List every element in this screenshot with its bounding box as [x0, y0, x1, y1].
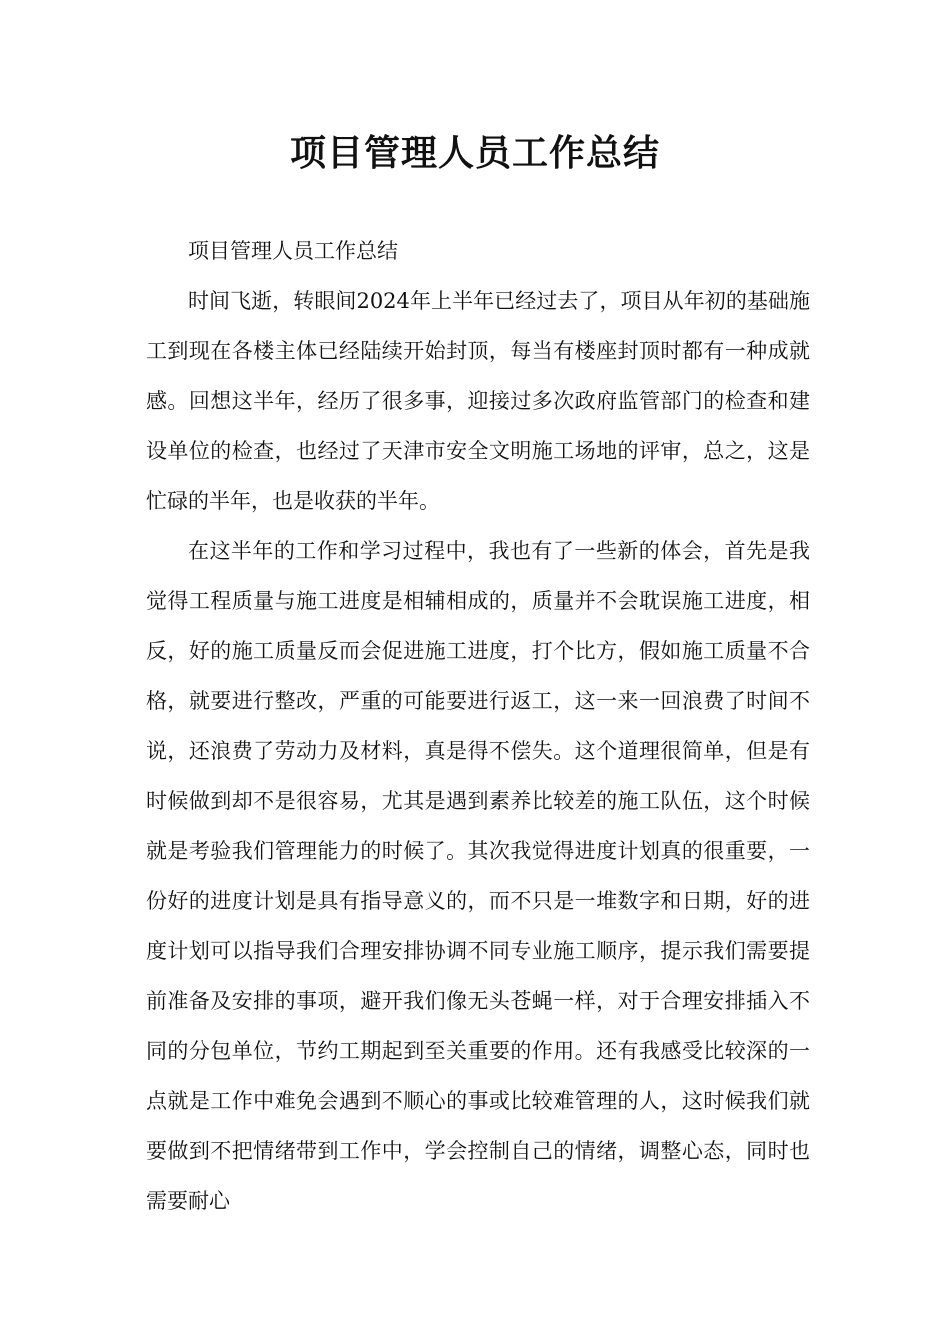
body-paragraph-1: 时间飞逝，转眼间2024年上半年已经过去了，项目从年初的基础施工到现在各楼主体已经陆续开始封顶，每当有楼座封顶时都有一种成就感。回想这半年，经历了很多事，迎接过多次政府监管部门的检查和建设单位的检查，也经过了天津市安全文明施工场地的评审，总之，这是忙碌的半年，也是收获的半年。: [146, 289, 810, 513]
document-body: [146, 226, 810, 1226]
body-paragraph-2: 在这半年的工作和学习过程中，我也有了一些新的体会，首先是我觉得工程质量与施工进度是相辅相成的，质量并不会耽误施工进度，相反，好的施工质量反而会促进施工进度，打个比方，假如施工质量不合格，就要进行整改，严重的可能要进行返工，这一来一回浪费了时间不说，还浪费了劳动力及材料，真是得不偿失。这个道理很简单，但是有时候做到却不是很容易，尤其是遇到素养比较差的施工队伍，这个时候就是考验我们管理能力的时候了。其次我觉得进度计划真的很重要，一份好的进度计划是具有指导意义的，而不只是一堆数字和日期，好的进度计划可以指导我们合理安排协调不同专业施工顺序，提示我们需要提前准备及安排的事项，避开我们像无头苍蝇一样，对于合理安排插入不同的分包单位，节约工期起到至关重要的作用。还有我感受比较深的一点就是工作中难免会遇到不顺心的事或比较难管理的人，这时候我们就要做到不把情绪带到工作中，学会控制自己的情绪，调整心态，同时也需要耐心: [146, 539, 810, 1213]
subtitle-paragraph: 项目管理人员工作总结: [188, 239, 398, 263]
document-title: 项目管理人员工作总结: [289, 133, 660, 174]
